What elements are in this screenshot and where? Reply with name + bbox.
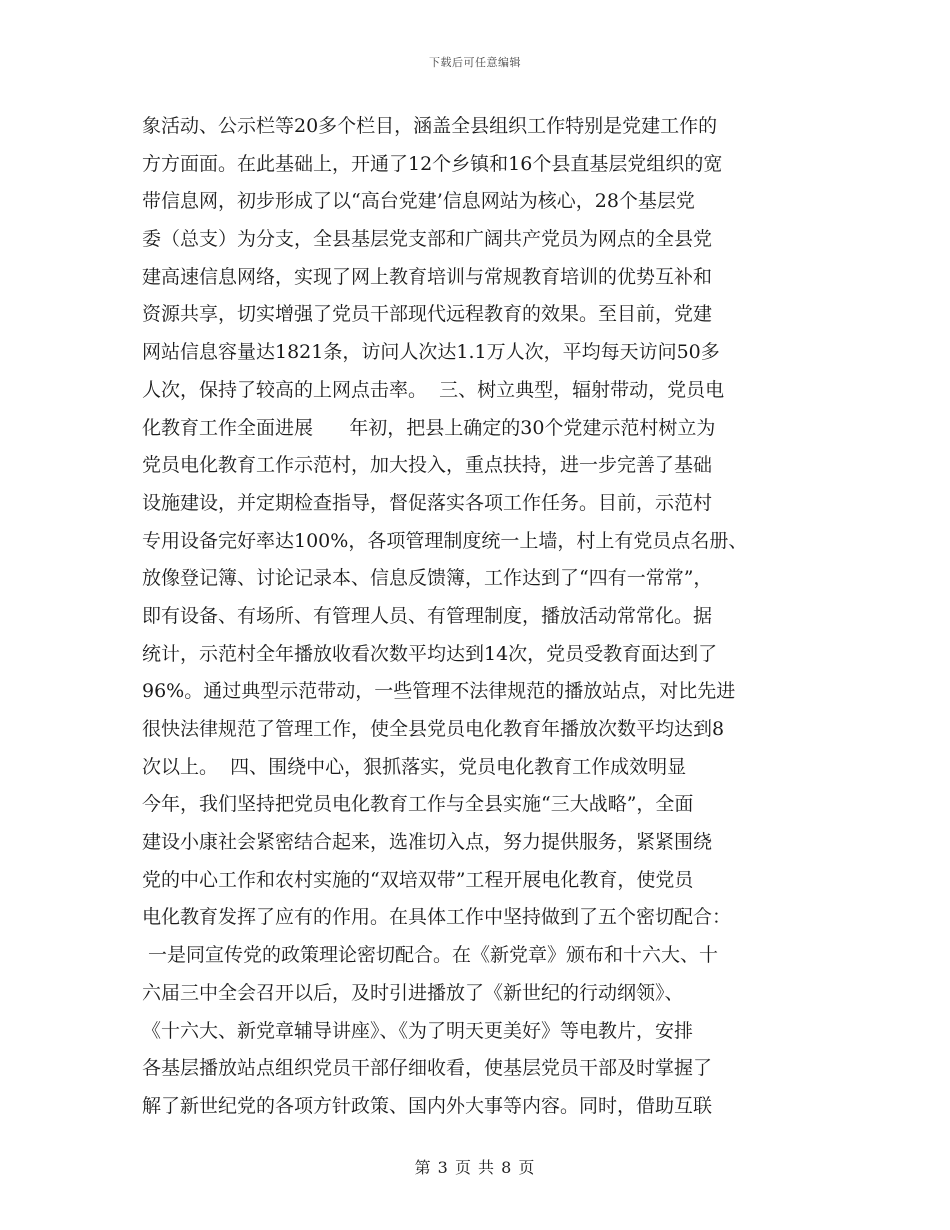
page-number-footer: 第 3 页 共 8 页 (414, 1158, 536, 1177)
body-line: 建高速信息网络，实现了网上教育培训与常规教育培训的优势互补和 (142, 265, 713, 288)
body-line: 方方面面。在此基础上，开通了12个乡镇和16个县直基层党组织的宽 (142, 152, 723, 175)
body-line: 各基层播放站点组织党员干部仔细收看，使基层党员干部及时掌握了 (142, 1057, 713, 1080)
body-line: 网站信息容量达1821条，访问人次达1.1万人次，平均每天访问50多 (142, 341, 720, 364)
body-line: 今年，我们坚持把党员电化教育工作与全县实施“三大战略”，全面 (142, 793, 694, 816)
body-line: 六届三中全会召开以后，及时引进播放了《新世纪的行动纲领》、 (142, 981, 684, 1004)
body-line: 放像登记簿、讨论记录本、信息反馈簿，工作达到了“四有一常常”， (142, 567, 713, 590)
body-line: 《十六大、新党章辅导讲座》、《为了明天更美好》等电教片，安排 (142, 1019, 694, 1042)
body-line: 人次，保持了较高的上网点击率。 三、树立典型，辐射带动，党员电 (142, 378, 725, 401)
body-line: 党的中心工作和农村实施的“双培双带”工程开展电化教育，使党员 (142, 868, 694, 891)
body-line: 一是同宣传党的政策理论密切配合。在《新党章》颁布和十六大、十 (142, 944, 719, 967)
body-line: 电化教育发挥了应有的作用。在具体工作中坚持做到了五个密切配合： (142, 906, 732, 929)
body-line: 次以上。 四、围绕中心，狠抓落实，党员电化教育工作成效明显 (142, 755, 687, 778)
body-line: 专用设备完好率达100%，各项管理制度统一上墙，村上有党员点名册、 (142, 529, 748, 552)
body-line: 96%。通过典型示范带动，一些管理不法律规范的播放站点，对比先进 (142, 680, 736, 703)
body-line: 建设小康社会紧密结合起来，选准切入点，努力提供服务，紧紧围绕 (142, 831, 713, 854)
body-line: 带信息网，初步形成了以“高台党建’信息网站为核心，28个基层党 (142, 190, 695, 213)
body-line: 党员电化教育工作示范村，加大投入，重点扶持，进一步完善了基础 (142, 454, 713, 477)
body-line: 统计，示范村全年播放收看次数平均达到14次，党员受教育面达到了 (142, 642, 718, 665)
page-header-note: 下载后可任意编辑 (429, 56, 521, 69)
body-line: 解了新世纪党的各项方针政策、国内外大事等内容。同时，借助互联 (142, 1094, 713, 1117)
body-line: 很快法律规范了管理工作，使全县党员电化教育年播放次数平均达到8 (142, 718, 725, 740)
body-line: 资源共享，切实增强了党员干部现代远程教育的效果。至目前，党建 (142, 303, 713, 326)
body-line: 委（总支）为分支，全县基层党支部和广阔共产党员为网点的全县党 (142, 228, 713, 251)
document-body (142, 108, 810, 1126)
body-line: 设施建设，并定期检查指导，督促落实各项工作任务。目前，示范村 (142, 491, 713, 514)
body-line: 化教育工作全面进展 年初，把县上确定的30个党建示范村树立为 (142, 416, 716, 439)
body-line: 象活动、公示栏等20多个栏目，涵盖全县组织工作特别是党建工作的 (142, 115, 718, 137)
body-line: 即有设备、有场所、有管理人员、有管理制度，播放活动常常化。据 (142, 604, 713, 627)
